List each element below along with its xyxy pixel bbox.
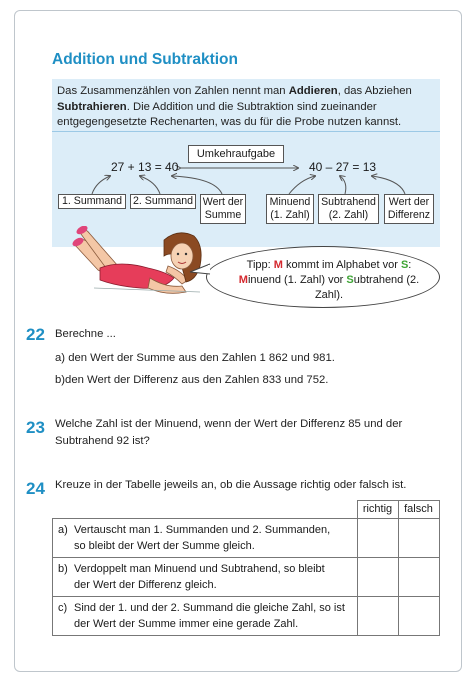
label-wert-summe [200, 194, 246, 224]
header-falsch: falsch [404, 503, 433, 515]
label-line: Wert der [388, 196, 430, 208]
table-header [398, 501, 439, 519]
checkbox-falsch[interactable] [398, 558, 439, 597]
addition-equation: 27 + 13 = 40 [111, 160, 179, 174]
statement-text [74, 600, 345, 632]
label-line: Minuend [269, 196, 311, 208]
task-text: Kreuze in der Tabelle jeweils an, ob die Aussage richtig oder falsch ist. [55, 479, 407, 491]
item-text: den Wert der Summe aus den Zahlen 1 862 und 981. [68, 352, 335, 364]
statement-line: Sind der 1. und der 2. Summand die gleiche Zahl, so ist [74, 602, 345, 614]
statement-line: so bleibt der Wert der Summe gleich. [74, 540, 255, 552]
tip-prefix: Tipp: [246, 259, 274, 271]
tip-part: : [408, 259, 412, 271]
task-line: Subtrahend 92 ist? [55, 435, 150, 447]
task-text: Berechne ... [55, 328, 116, 340]
checkbox-richtig[interactable] [357, 519, 398, 558]
label-minuend [266, 194, 314, 224]
statement-line: der Wert der Differenz gleich. [74, 579, 217, 591]
statement-line: der Wert der Summe immer eine gerade Zahl. [74, 618, 299, 630]
table-row [53, 558, 440, 597]
statement-text [74, 522, 330, 554]
statement-line: Verdoppelt man Minuend und Subtrahend, so bleibt [74, 563, 325, 575]
task-item [55, 372, 328, 389]
table-row [53, 597, 440, 636]
task-number: 23 [26, 418, 45, 437]
item-text: den Wert der Differenz aus den Zahlen 833 und 752. [65, 374, 329, 386]
checkbox-falsch[interactable] [398, 519, 439, 558]
label-line: Wert der [202, 196, 244, 208]
subtraction-equation: 40 – 27 = 13 [309, 160, 377, 174]
tip-letter-m: M [238, 274, 248, 286]
inverse-task-label: Umkehraufgabe [188, 145, 284, 163]
label-line: (2. Zahl) [328, 209, 369, 221]
checkbox-richtig[interactable] [357, 597, 398, 636]
tip-letter-s: S [346, 274, 354, 286]
tip-part: inuend (1. Zahl) vor [247, 274, 347, 286]
tip-letter-s: S [400, 259, 409, 271]
intro-part: , das Abziehen [337, 85, 412, 97]
item-label: b) [55, 374, 66, 386]
label-subtrahend [318, 194, 379, 224]
statement-cell [53, 597, 358, 636]
page-title: Addition und Subtraktion [52, 51, 238, 68]
intro-part: . Die Addition und die Subtraktion sind zueinander entgegengesetzte Rechenarten, was du für die Probe nutzen kannst. [57, 100, 402, 128]
label-summand-2: 2. Summand [130, 194, 196, 209]
label-line: Subtrahend [321, 196, 376, 208]
label-wert-differenz [384, 194, 434, 224]
bubble-tail [188, 262, 212, 278]
statement-cell [53, 519, 358, 558]
header-richtig: richtig [362, 503, 393, 515]
task-item [55, 350, 335, 367]
table-header [357, 501, 398, 519]
task-number: 22 [26, 325, 45, 344]
statement-cell [53, 558, 358, 597]
item-label: a) [55, 352, 66, 364]
tip-text [224, 258, 434, 303]
tip-part: ubtrahend (2. Zahl). [314, 274, 420, 301]
label-summand-1: 1. Summand [58, 194, 126, 209]
task-number: 24 [26, 479, 45, 498]
task-text [55, 416, 402, 450]
label-line: (1. Zahl) [270, 209, 310, 221]
row-label: a) [58, 524, 68, 536]
truth-table [52, 500, 440, 636]
statement-line: Vertauscht man 1. Summanden und 2. Summanden, [74, 524, 331, 536]
label-line: Differenz [387, 209, 431, 221]
tip-part: kommt im Alphabet vor [282, 259, 401, 271]
task-line: Welche Zahl ist der Minuend, wenn der Wert der Differenz 85 und der [55, 418, 403, 430]
table-row [53, 519, 440, 558]
table-corner [53, 501, 358, 519]
intro-part: Das Zusammenzählen von Zahlen nennt man [57, 85, 289, 97]
checkbox-falsch[interactable] [398, 597, 439, 636]
row-label: b) [58, 563, 68, 575]
intro-bold-addieren: Addieren [288, 85, 338, 97]
tip-letter-m: M [273, 259, 283, 271]
label-line: Summe [204, 209, 242, 221]
checkbox-richtig[interactable] [357, 558, 398, 597]
row-label: c) [58, 602, 68, 614]
statement-text [74, 561, 325, 593]
intro-bold-subtrahieren: Subtrahieren [57, 100, 127, 113]
